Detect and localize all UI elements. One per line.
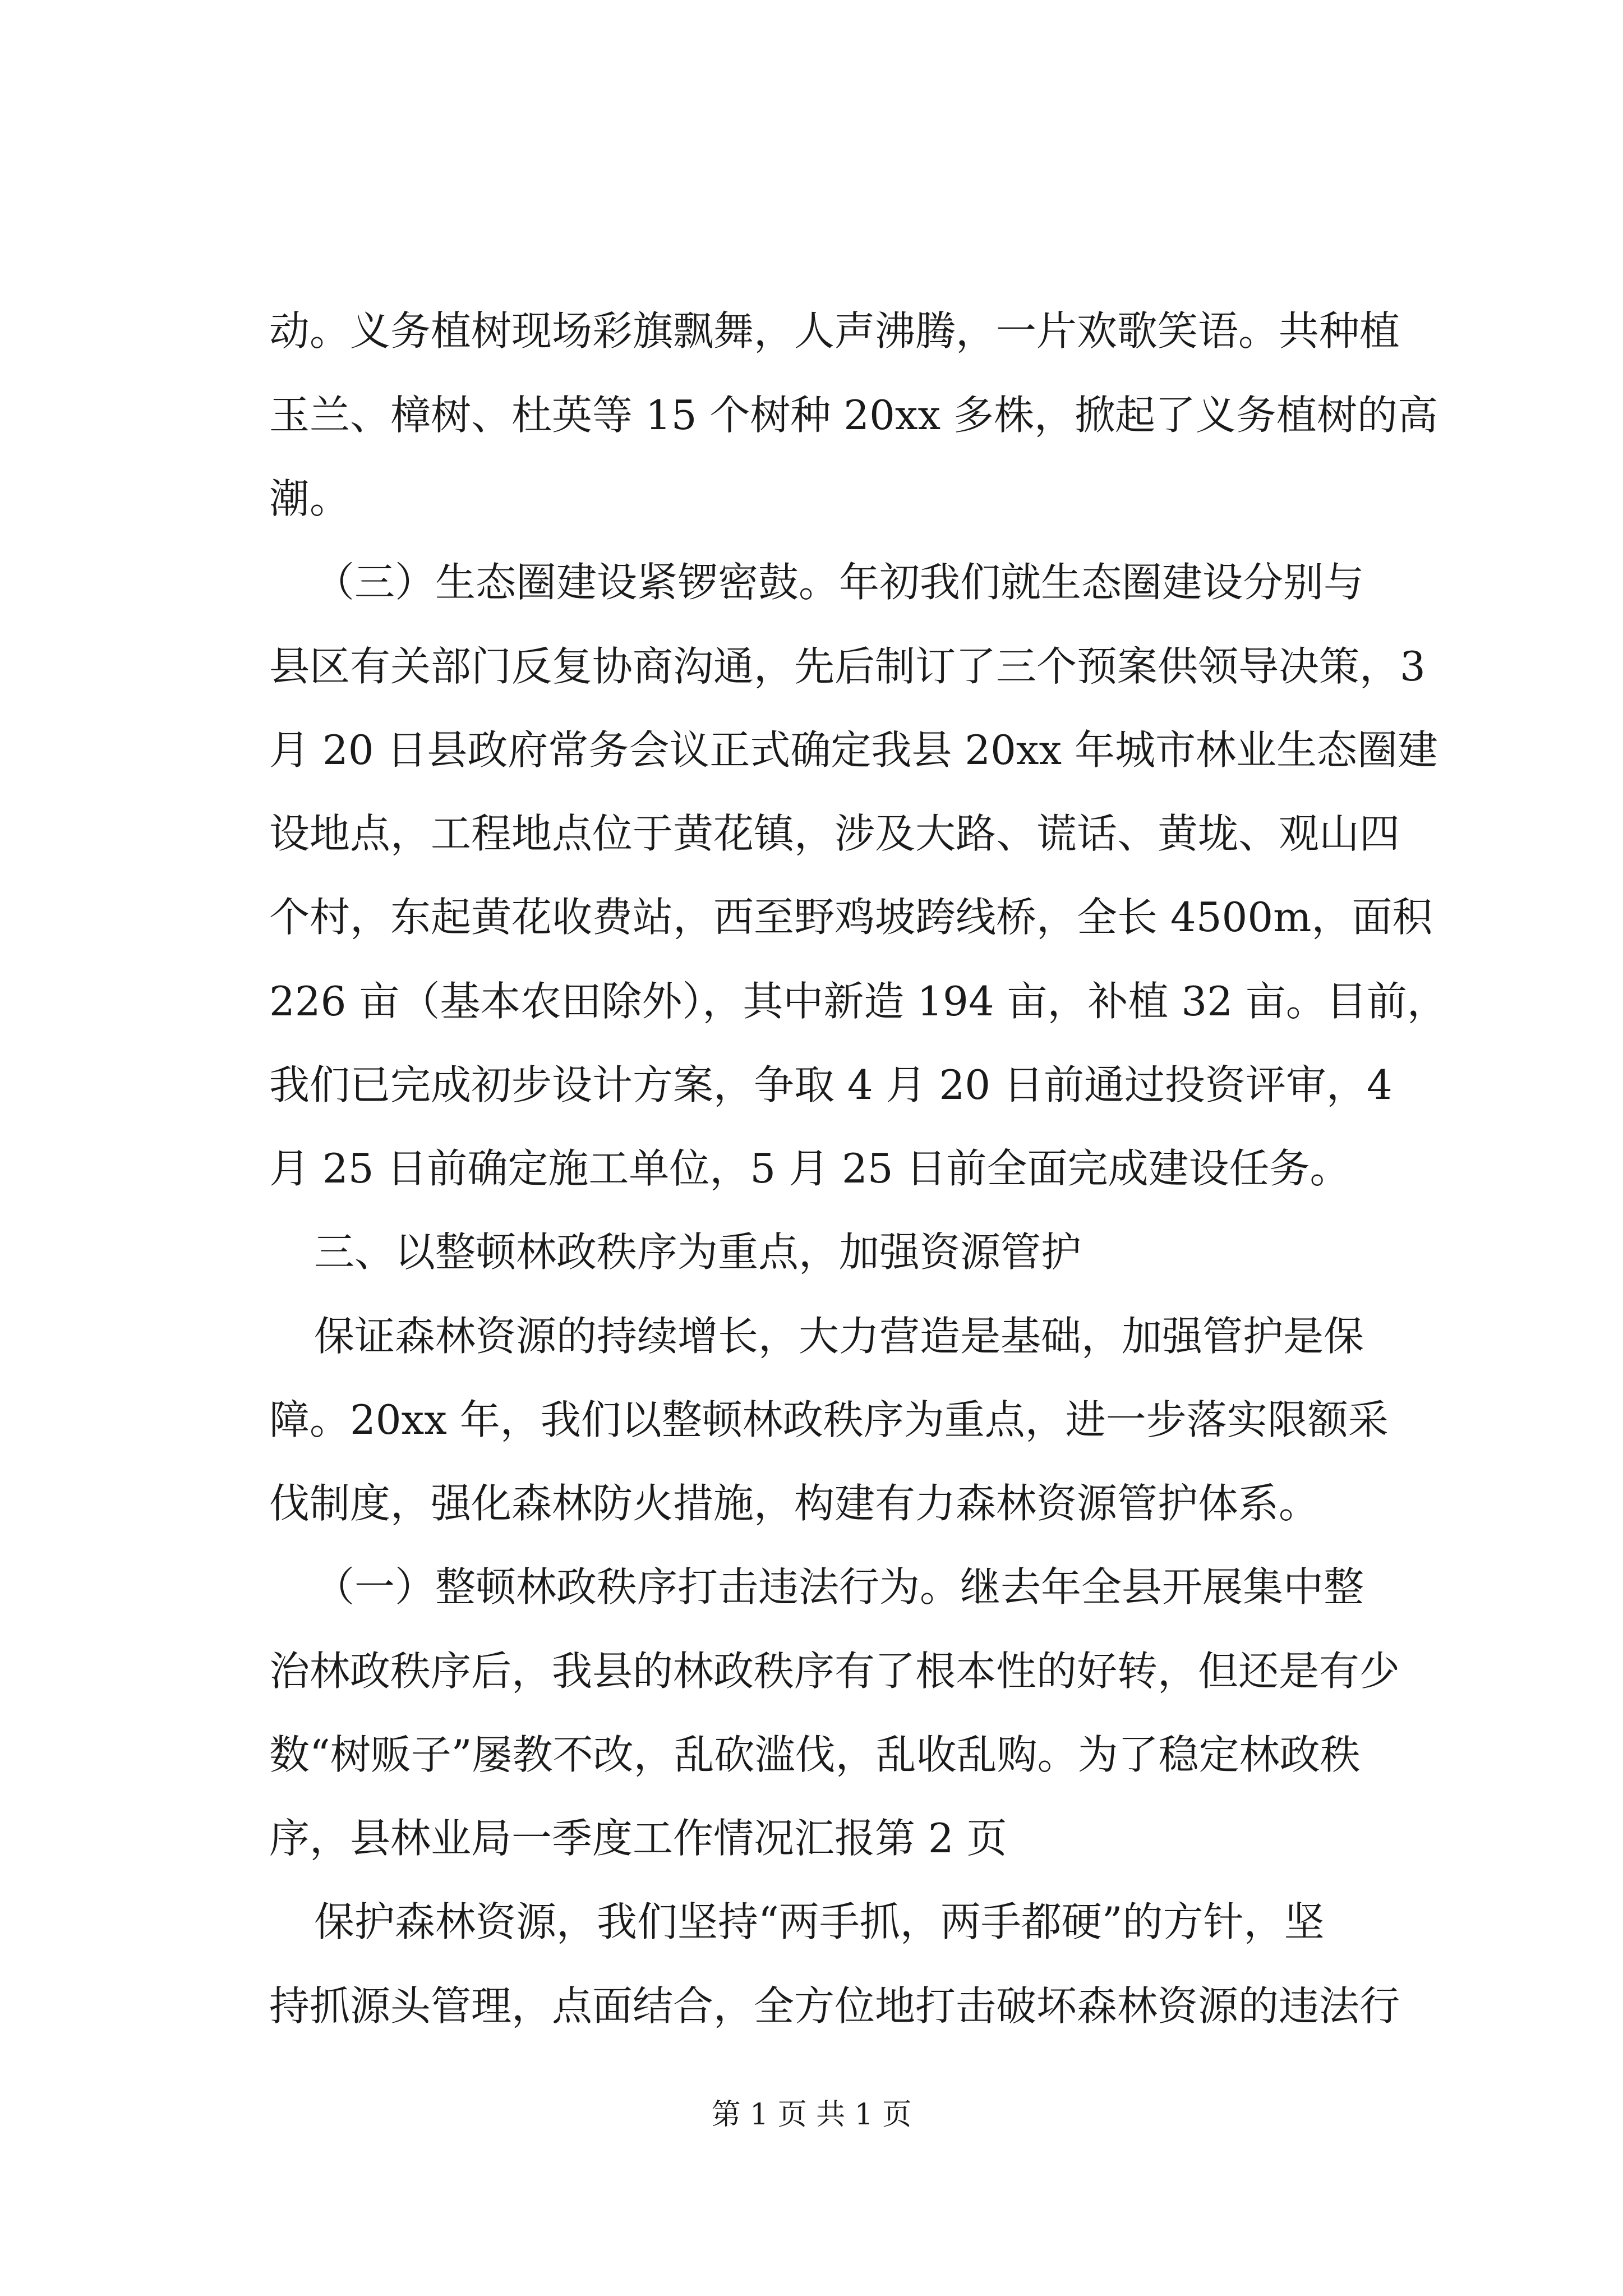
text-line: 保证森林资源的持续增长，大力营造是基础，加强管护是保 xyxy=(314,1313,1364,1360)
text-line: 序，县林业局一季度工作情况汇报第 2 页 xyxy=(269,1815,1007,1862)
text-line: 潮。 xyxy=(269,475,351,522)
text-line: 持抓源头管理，点面结合，全方位地打击破坏森林资源的违法行 xyxy=(269,1982,1400,2030)
text-line: 数“树贩子”屡教不改，乱砍滥伐，乱收乱购。为了稳定林政秩 xyxy=(269,1731,1361,1778)
text-line: 月 25 日前确定施工单位，5 月 25 日前全面完成建设任务。 xyxy=(269,1145,1350,1192)
text-line: 保护森林资源，我们坚持“两手抓，两手都硬”的方针，坚 xyxy=(314,1898,1325,1945)
text-line: （三）生态圈建设紧锣密鼓。年初我们就生态圈建设分别与 xyxy=(314,559,1364,606)
text-line: 我们已完成初步设计方案，争取 4 月 20 日前通过投资评审，4 xyxy=(269,1061,1393,1108)
page-footer: 第 1 页 共 1 页 xyxy=(711,2098,912,2132)
section-heading: 三、以整顿林政秩序为重点，加强资源管护 xyxy=(314,1228,1082,1276)
text-line: 治林政秩序后，我县的林政秩序有了根本性的好转，但还是有少 xyxy=(269,1648,1400,1695)
text-line: 伐制度，强化森林防火措施，构建有力森林资源管护体系。 xyxy=(269,1480,1320,1527)
text-line: 障。20xx 年，我们以整顿林政秩序为重点，进一步落实限额采 xyxy=(269,1396,1389,1443)
text-line: 226 亩（基本农田除外），其中新造 194 亩，补植 32 亩。目前， xyxy=(269,978,1447,1025)
text-line: 动。义务植树现场彩旗飘舞，人声沸腾，一片欢歌笑语。共种植 xyxy=(269,307,1400,355)
text-line: 设地点，工程地点位于黄花镇，涉及大路、谎话、黄垅、观山四 xyxy=(269,810,1400,857)
text-line: （一）整顿林政秩序打击违法行为。继去年全县开展集中整 xyxy=(314,1563,1364,1611)
text-line: 月 20 日县政府常务会议正式确定我县 20xx 年城市林业生态圈建 xyxy=(269,726,1438,774)
text-line: 玉兰、樟树、杜英等 15 个树种 20xx 多株，掀起了义务植树的高 xyxy=(269,392,1438,439)
text-line: 个村，东起黄花收费站，西至野鸡坡跨线桥，全长 4500m，面积 xyxy=(269,894,1433,941)
text-line: 县区有关部门反复协商沟通，先后制订了三个预案供领导决策，3 xyxy=(269,643,1426,690)
